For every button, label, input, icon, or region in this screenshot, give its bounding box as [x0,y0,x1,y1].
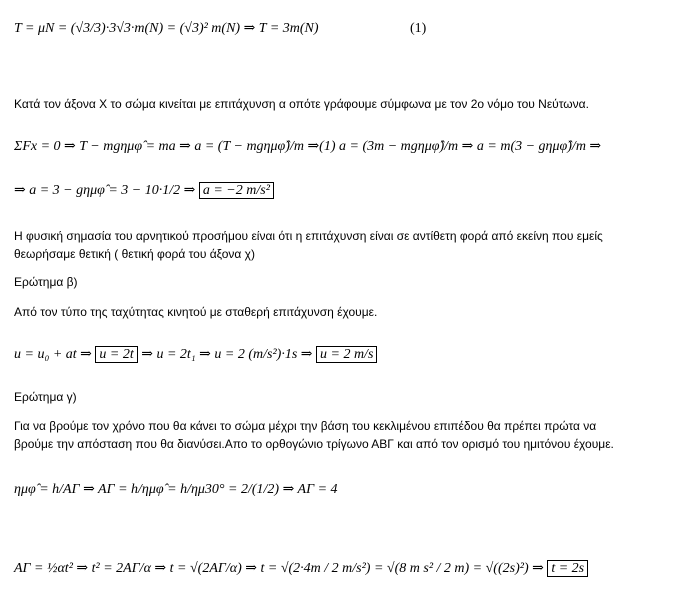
paragraph-sign-line1: Η φυσική σημασία του αρνητικού προσήμου είναι ότι η επιτάχυνση είναι σε αντίθετη φορά από εκείνη που εμείς [14,229,603,243]
paragraph-time-line2: βρούμε την απόσταση που θα διανύσει.Απο το ορθογώνιο τρίγωνο ΑΒΓ και από τον ορισμό του ημιτόνου έχουμε. [14,437,614,451]
equation-4-part-a: u = u₀ + at ⇒ [14,347,92,362]
equation-3-lhs: ⇒ a = 3 − gημφ̂ = 3 − 10·1/2 ⇒ [14,183,196,198]
equation-6-body: ΑΓ = ½αt² ⇒ t² = 2ΑΓ/α ⇒ t = √(2ΑΓ/α) ⇒ t = √(2·4m / 2 m/s²) = √(8 m s² / 2 m) = √((2s)²) ⇒ [14,561,544,576]
result-time: t = 2s [547,560,588,577]
equation-5: ημφ̂ = h/ΑΓ ⇒ ΑΓ = h/ημφ̂ = h/ημ30° = 2/(1/2) ⇒ ΑΓ = 4 [14,482,338,497]
result-velocity: u = 2 m/s [316,346,377,363]
equation-2: ΣFx = 0 ⇒ T − mgημφ̂ = ma ⇒ a = (T − mgημφ̂)/m ⇒(1) a = (3m − mgημφ̂)/m ⇒ a = m(3 − gημφ̂)/m ⇒ [14,139,602,154]
equation-6 [14,562,588,576]
paragraph-newton: Κατά τον άξονα Χ το σώμα κινείται με επιτάχυνση α οπότε γράφουμε σύμφωνα με τον 2ο νόμο του Νεύτωνα. [14,97,589,111]
question-c-heading: Ερώτημα γ) [14,390,77,404]
equation-4-part-b: ⇒ u = 2t₁ ⇒ u = 2 (m/s²)·1s ⇒ [141,347,313,362]
equation-4 [14,348,377,362]
question-b-heading: Ερώτημα β) [14,275,78,289]
result-velocity-expression: u = 2t [95,346,137,363]
paragraph-sign-line2: θεωρήσαμε θετική ( θετική φορά του άξονα χ) [14,247,255,261]
equation-1: T = μN = (√3/3)·3√3·m(N) = (√3)² m(N) ⇒ T = 3m(N) [14,21,319,36]
paragraph-time-line1: Για να βρούμε τον χρόνο που θα κάνει το σώμα μέχρι την βάση του κεκλιμένου επιπέδου θα πρέπει πρώτα να [14,419,597,433]
result-acceleration: a = −2 m/s² [199,182,274,199]
equation-number-1: (1) [410,21,427,36]
paragraph-velocity: Από τον τύπο της ταχύτητας κινητού με σταθερή επιτάχυνση έχουμε. [14,305,378,319]
equation-3 [14,184,274,198]
